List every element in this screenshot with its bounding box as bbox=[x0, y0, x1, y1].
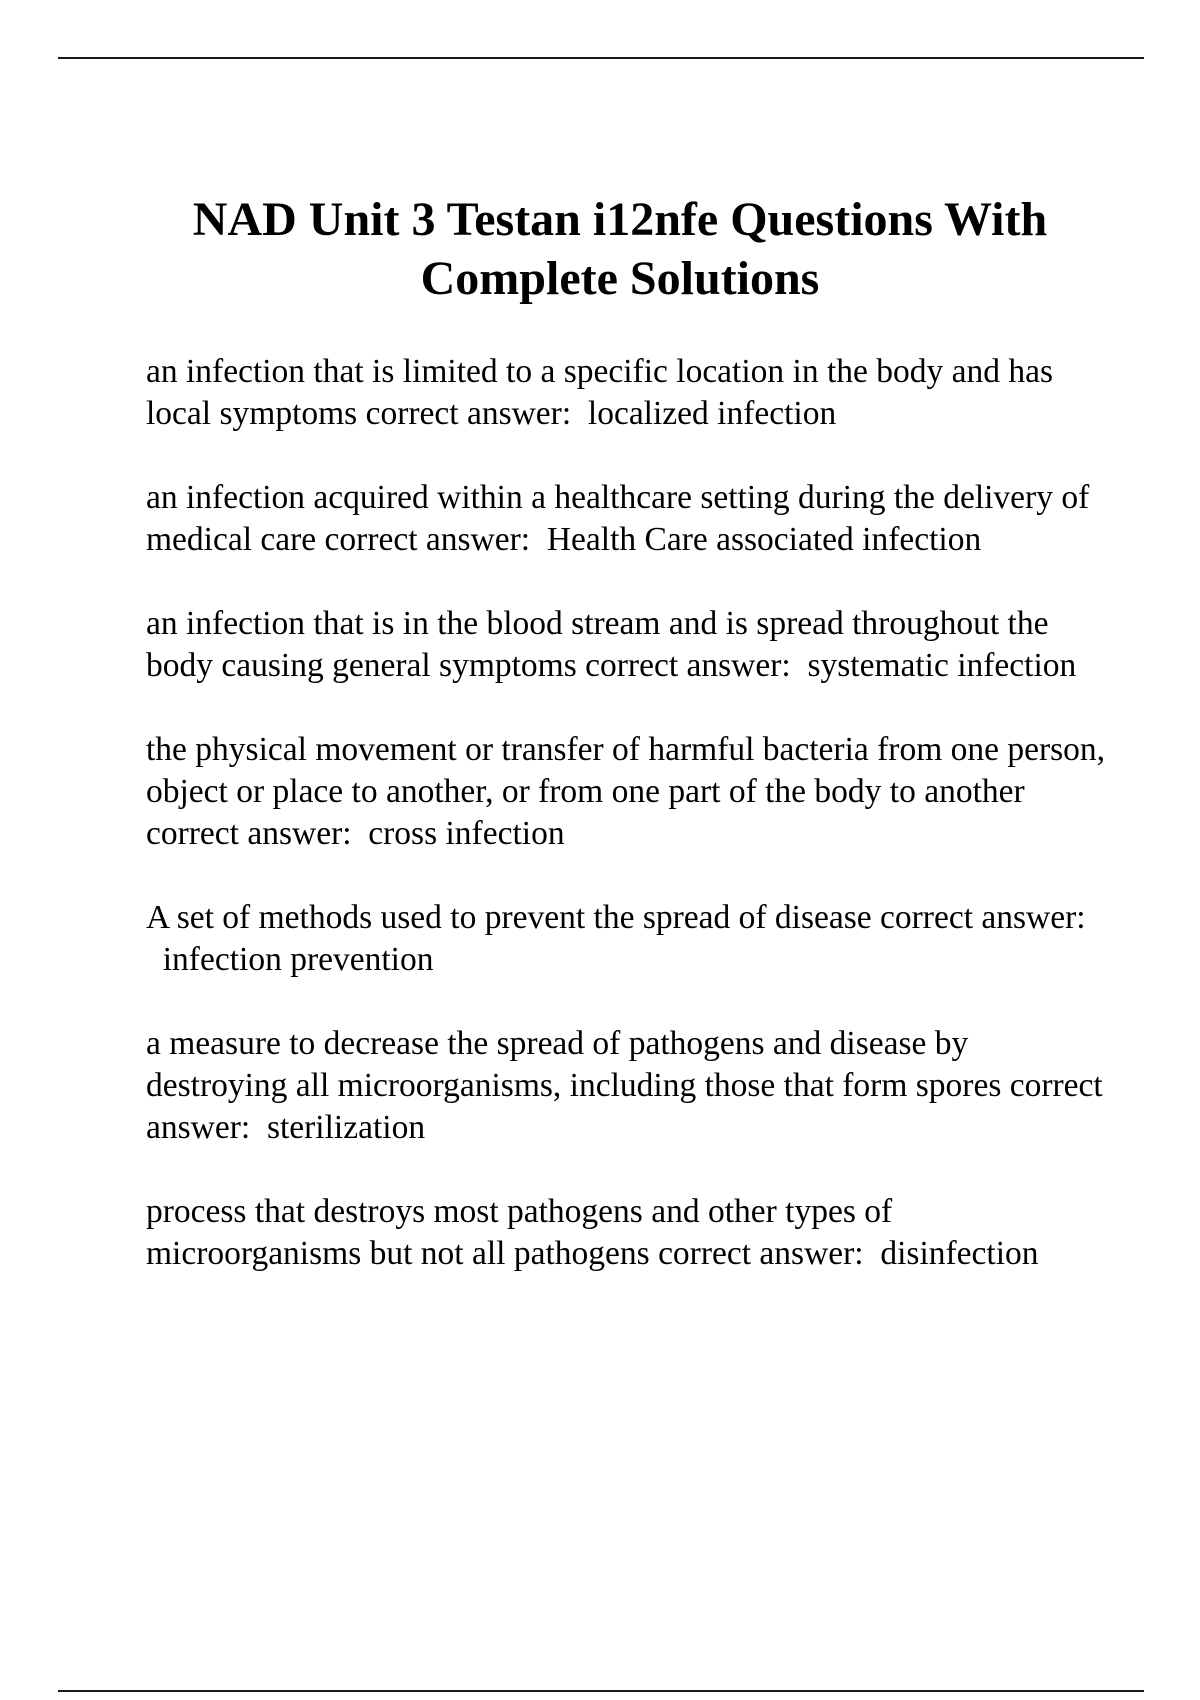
page-title: NAD Unit 3 Testan i12nfe Questions With Complete Solutions bbox=[192, 193, 1048, 305]
qa-entry bbox=[146, 351, 1106, 435]
answer-marker: correct answer: bbox=[880, 899, 1086, 936]
answer-text: disinfection bbox=[880, 1235, 1039, 1272]
answer-text: localized infection bbox=[587, 395, 837, 432]
question-text: process that destroys most pathogens and other types of microorganisms but not all pathogens bbox=[146, 1193, 893, 1272]
qa-entry bbox=[146, 1191, 1106, 1275]
question-text: the physical movement or transfer of harmful bacteria from one person, object or place to another, or from one part of the body to another bbox=[146, 731, 1106, 810]
answer-text: infection prevention bbox=[162, 941, 434, 978]
answer-marker: correct answer: bbox=[365, 395, 572, 432]
qa-list bbox=[146, 351, 1106, 1317]
qa-entry bbox=[146, 477, 1106, 561]
answer-marker: correct answer: bbox=[146, 815, 352, 852]
answer-text: systematic infection bbox=[807, 647, 1077, 684]
question-text: a measure to decrease the spread of pathogens and disease by destroying all microorganisms, including those that form spores bbox=[146, 1025, 1002, 1104]
answer-marker: correct answer: bbox=[585, 647, 791, 684]
qa-entry bbox=[146, 1023, 1106, 1149]
answer-text: cross infection bbox=[368, 815, 565, 852]
question-text: an infection acquired within a healthcare setting during the delivery of medical care bbox=[146, 479, 1090, 558]
answer-text: Health Care associated infection bbox=[546, 521, 982, 558]
answer-marker: correct answer: bbox=[146, 1067, 1103, 1146]
qa-entry bbox=[146, 729, 1106, 855]
question-text: an infection that is limited to a specific location in the body and has local symptoms bbox=[146, 353, 1054, 432]
question-text: an infection that is in the blood stream and is spread throughout the body causing general symptoms bbox=[146, 605, 1049, 684]
answer-marker: correct answer: bbox=[658, 1235, 864, 1272]
footer-divider bbox=[58, 1690, 1144, 1692]
qa-entry bbox=[146, 897, 1106, 981]
question-text: A set of methods used to prevent the spread of disease bbox=[146, 899, 872, 936]
answer-text: sterilization bbox=[266, 1109, 426, 1146]
header-divider bbox=[58, 57, 1144, 59]
qa-entry bbox=[146, 603, 1106, 687]
answer-marker: correct answer: bbox=[324, 521, 531, 558]
